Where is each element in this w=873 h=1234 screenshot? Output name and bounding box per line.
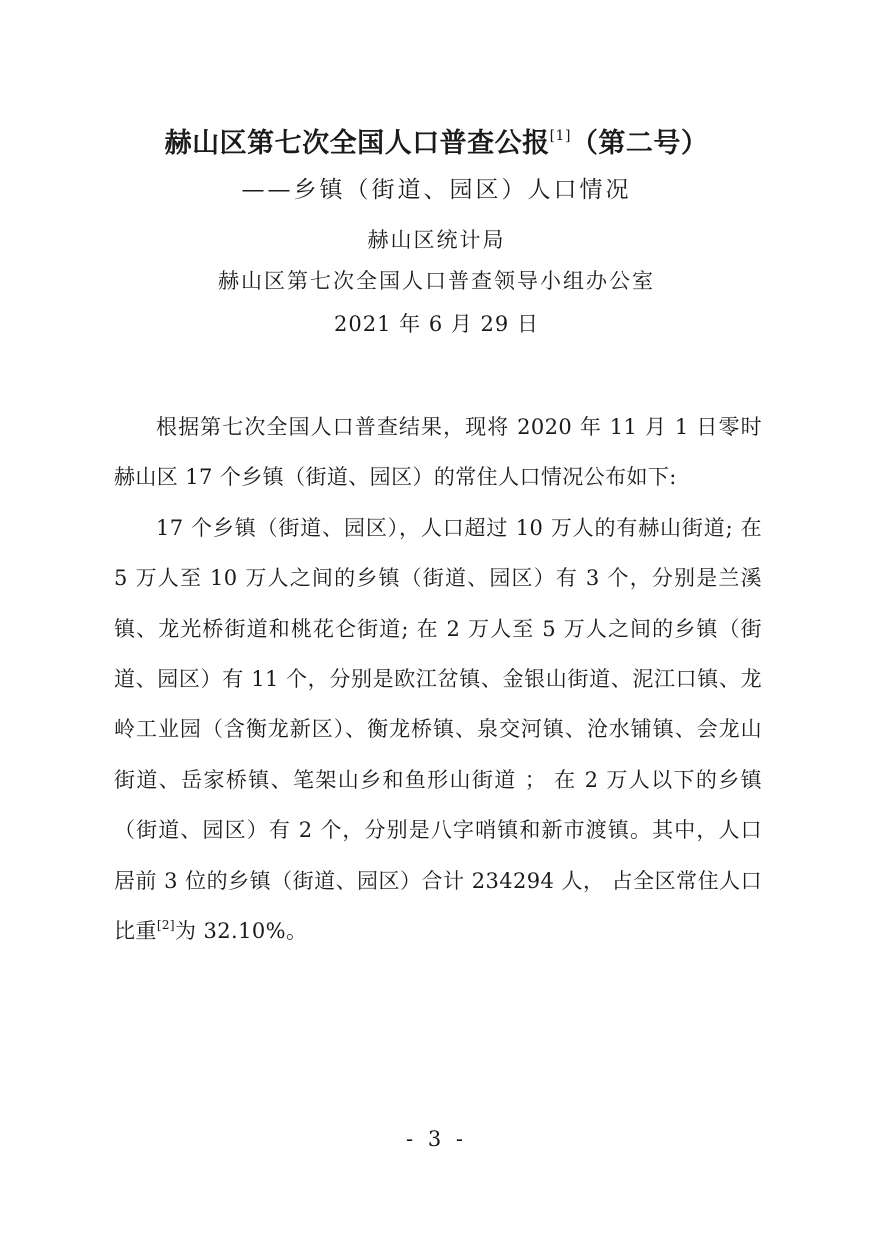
bulletin-title (0, 124, 873, 164)
publish-date: 2021 年 6 月 29 日 (334, 312, 539, 336)
title-suffix: （第二号） (570, 128, 709, 159)
page-number: - 3 - (406, 1127, 467, 1151)
title-footnote-marker: [1] (549, 128, 571, 144)
details-tail: 为 32.10%。 (175, 919, 308, 944)
title-text: 赫山区第七次全国人口普查公报 (164, 128, 550, 159)
issuer-statistics-bureau: 赫山区统计局 (367, 228, 506, 252)
body-paragraph-intro: 根据第七次全国人口普查结果，现将 2020 年 11 月 1 日零时赫山区 17 个乡镇（街道、园区）的常住人口情况公布如下: (114, 415, 762, 490)
details-text: 17 个乡镇（街道、园区），人口超过 10 万人的有赫山街道; 在 5 万人至 10 万人之间的乡镇（街道、园区）有 3 个，分别是兰溪镇、龙光桥街道和桃花仑街道; 在 2 万人至 5 万人之间的乡镇（街道、园区）有 11 个，分别是欧江岔镇、金银山街道、泥江口镇、龙岭工业园（含衡龙新区）、衡龙桥镇、泉交河镇、沧水铺镇、会龙山街道、岳家桥镇、笔架山乡和鱼形山街道 ； 在 2 万人以下的乡镇（街道、园区）有 2 个，分别是八字哨镇和新市渡镇。其中，人口居前 3 位的乡镇（街道、园区）合计 234294 人， 占全区常住人口比重 (114, 515, 762, 944)
bulletin-body (114, 402, 762, 956)
details-footnote-marker: [2] (156, 918, 176, 933)
issuer-census-office: 赫山区第七次全国人口普查领导小组办公室 (218, 269, 655, 293)
body-paragraph-details (114, 503, 762, 957)
bulletin-subtitle: ——乡镇（街道、园区）人口情况 (241, 177, 632, 203)
